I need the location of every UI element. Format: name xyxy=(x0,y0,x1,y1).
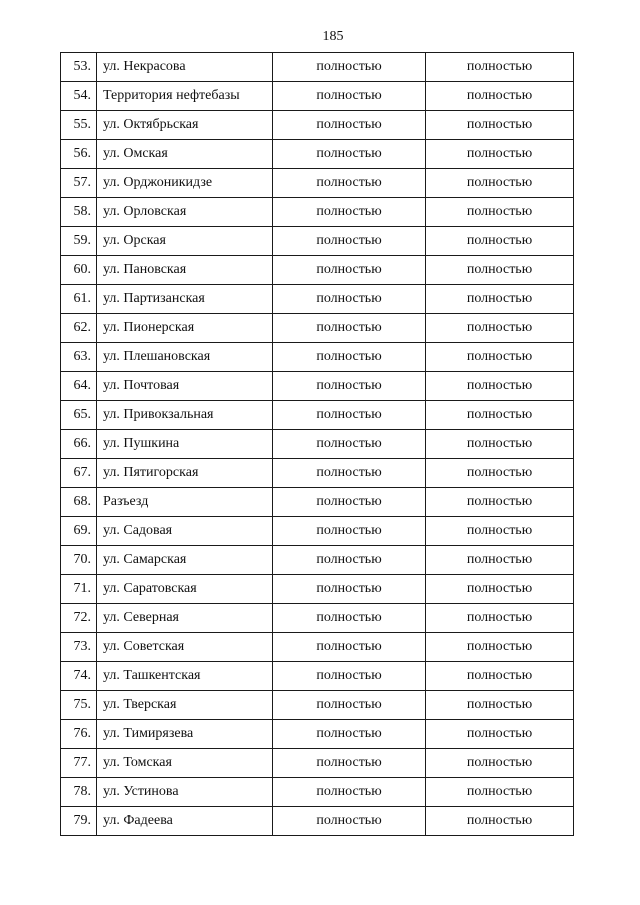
streets-table xyxy=(60,52,574,836)
row-number: 71. xyxy=(61,575,97,604)
street-name: ул. Самарская xyxy=(97,546,273,575)
street-name: ул. Устинова xyxy=(97,778,273,807)
row-number: 53. xyxy=(61,53,97,82)
street-name: ул. Пионерская xyxy=(97,314,273,343)
table-row xyxy=(61,662,574,691)
page-number: 185 xyxy=(322,29,344,44)
coverage-cell-b: полностью xyxy=(426,604,574,633)
coverage-cell-b: полностью xyxy=(426,140,574,169)
row-number: 73. xyxy=(61,633,97,662)
table-row xyxy=(61,285,574,314)
street-name: ул. Почтовая xyxy=(97,372,273,401)
table-row xyxy=(61,807,574,836)
street-name: ул. Пятигорская xyxy=(97,459,273,488)
street-name: ул. Партизанская xyxy=(97,285,273,314)
street-name: ул. Советская xyxy=(97,633,273,662)
table-row xyxy=(61,575,574,604)
coverage-cell-a: полностью xyxy=(273,778,426,807)
street-name: ул. Пановская xyxy=(97,256,273,285)
street-name: Территория нефтебазы xyxy=(97,82,273,111)
street-name: Разъезд xyxy=(97,488,273,517)
street-name: ул. Орджоникидзе xyxy=(97,169,273,198)
row-number: 57. xyxy=(61,169,97,198)
coverage-cell-a: полностью xyxy=(273,604,426,633)
row-number: 68. xyxy=(61,488,97,517)
coverage-cell-a: полностью xyxy=(273,227,426,256)
coverage-cell-b: полностью xyxy=(426,401,574,430)
street-name: ул. Орловская xyxy=(97,198,273,227)
table-row xyxy=(61,749,574,778)
table-body xyxy=(61,53,574,836)
row-number: 63. xyxy=(61,343,97,372)
coverage-cell-b: полностью xyxy=(426,749,574,778)
table-row xyxy=(61,198,574,227)
coverage-cell-b: полностью xyxy=(426,227,574,256)
coverage-cell-a: полностью xyxy=(273,140,426,169)
row-number: 79. xyxy=(61,807,97,836)
street-name: ул. Плешановская xyxy=(97,343,273,372)
table-row xyxy=(61,517,574,546)
table-row xyxy=(61,53,574,82)
table-row xyxy=(61,140,574,169)
coverage-cell-b: полностью xyxy=(426,430,574,459)
coverage-cell-b: полностью xyxy=(426,314,574,343)
street-name: ул. Пушкина xyxy=(97,430,273,459)
row-number: 69. xyxy=(61,517,97,546)
table-row xyxy=(61,633,574,662)
coverage-cell-a: полностью xyxy=(273,633,426,662)
row-number: 66. xyxy=(61,430,97,459)
coverage-cell-b: полностью xyxy=(426,633,574,662)
coverage-cell-a: полностью xyxy=(273,459,426,488)
coverage-cell-a: полностью xyxy=(273,488,426,517)
coverage-cell-a: полностью xyxy=(273,720,426,749)
table-row xyxy=(61,604,574,633)
street-name: ул. Томская xyxy=(97,749,273,778)
row-number: 61. xyxy=(61,285,97,314)
table-row xyxy=(61,778,574,807)
table-row xyxy=(61,459,574,488)
street-name: ул. Орская xyxy=(97,227,273,256)
row-number: 70. xyxy=(61,546,97,575)
coverage-cell-b: полностью xyxy=(426,285,574,314)
coverage-cell-a: полностью xyxy=(273,169,426,198)
row-number: 65. xyxy=(61,401,97,430)
coverage-cell-b: полностью xyxy=(426,111,574,140)
coverage-cell-b: полностью xyxy=(426,343,574,372)
row-number: 62. xyxy=(61,314,97,343)
row-number: 59. xyxy=(61,227,97,256)
row-number: 78. xyxy=(61,778,97,807)
coverage-cell-a: полностью xyxy=(273,546,426,575)
coverage-cell-a: полностью xyxy=(273,372,426,401)
table-row xyxy=(61,430,574,459)
row-number: 72. xyxy=(61,604,97,633)
coverage-cell-b: полностью xyxy=(426,169,574,198)
table-row xyxy=(61,546,574,575)
coverage-cell-b: полностью xyxy=(426,691,574,720)
street-name: ул. Северная xyxy=(97,604,273,633)
table-row xyxy=(61,343,574,372)
coverage-cell-b: полностью xyxy=(426,517,574,546)
coverage-cell-b: полностью xyxy=(426,575,574,604)
coverage-cell-a: полностью xyxy=(273,285,426,314)
coverage-cell-b: полностью xyxy=(426,488,574,517)
coverage-cell-b: полностью xyxy=(426,198,574,227)
coverage-cell-a: полностью xyxy=(273,401,426,430)
table-row xyxy=(61,488,574,517)
coverage-cell-a: полностью xyxy=(273,198,426,227)
row-number: 77. xyxy=(61,749,97,778)
coverage-cell-a: полностью xyxy=(273,807,426,836)
coverage-cell-b: полностью xyxy=(426,720,574,749)
table-row xyxy=(61,372,574,401)
table-row xyxy=(61,82,574,111)
row-number: 60. xyxy=(61,256,97,285)
coverage-cell-a: полностью xyxy=(273,575,426,604)
street-name: ул. Привокзальная xyxy=(97,401,273,430)
street-name: ул. Фадеева xyxy=(97,807,273,836)
street-name: ул. Саратовская xyxy=(97,575,273,604)
street-name: ул. Некрасова xyxy=(97,53,273,82)
street-name: ул. Тверская xyxy=(97,691,273,720)
row-number: 74. xyxy=(61,662,97,691)
coverage-cell-b: полностью xyxy=(426,807,574,836)
coverage-cell-b: полностью xyxy=(426,546,574,575)
coverage-cell-a: полностью xyxy=(273,749,426,778)
street-name: ул. Ташкентская xyxy=(97,662,273,691)
street-name: ул. Садовая xyxy=(97,517,273,546)
row-number: 54. xyxy=(61,82,97,111)
row-number: 75. xyxy=(61,691,97,720)
row-number: 64. xyxy=(61,372,97,401)
table-row xyxy=(61,227,574,256)
row-number: 67. xyxy=(61,459,97,488)
table-row xyxy=(61,256,574,285)
row-number: 55. xyxy=(61,111,97,140)
coverage-cell-a: полностью xyxy=(273,82,426,111)
table-row xyxy=(61,720,574,749)
row-number: 58. xyxy=(61,198,97,227)
street-name: ул. Октябрьская xyxy=(97,111,273,140)
coverage-cell-b: полностью xyxy=(426,82,574,111)
table-row xyxy=(61,691,574,720)
coverage-cell-a: полностью xyxy=(273,430,426,459)
coverage-cell-a: полностью xyxy=(273,53,426,82)
table-row xyxy=(61,401,574,430)
coverage-cell-b: полностью xyxy=(426,256,574,285)
row-number: 56. xyxy=(61,140,97,169)
table-row xyxy=(61,111,574,140)
row-number: 76. xyxy=(61,720,97,749)
table-row xyxy=(61,169,574,198)
street-name: ул. Тимирязева xyxy=(97,720,273,749)
coverage-cell-b: полностью xyxy=(426,459,574,488)
coverage-cell-a: полностью xyxy=(273,111,426,140)
street-name: ул. Омская xyxy=(97,140,273,169)
coverage-cell-a: полностью xyxy=(273,662,426,691)
coverage-cell-b: полностью xyxy=(426,372,574,401)
coverage-cell-b: полностью xyxy=(426,53,574,82)
table-row xyxy=(61,314,574,343)
coverage-cell-a: полностью xyxy=(273,256,426,285)
coverage-cell-a: полностью xyxy=(273,517,426,546)
coverage-cell-b: полностью xyxy=(426,662,574,691)
coverage-cell-a: полностью xyxy=(273,314,426,343)
coverage-cell-a: полностью xyxy=(273,343,426,372)
coverage-cell-b: полностью xyxy=(426,778,574,807)
coverage-cell-a: полностью xyxy=(273,691,426,720)
